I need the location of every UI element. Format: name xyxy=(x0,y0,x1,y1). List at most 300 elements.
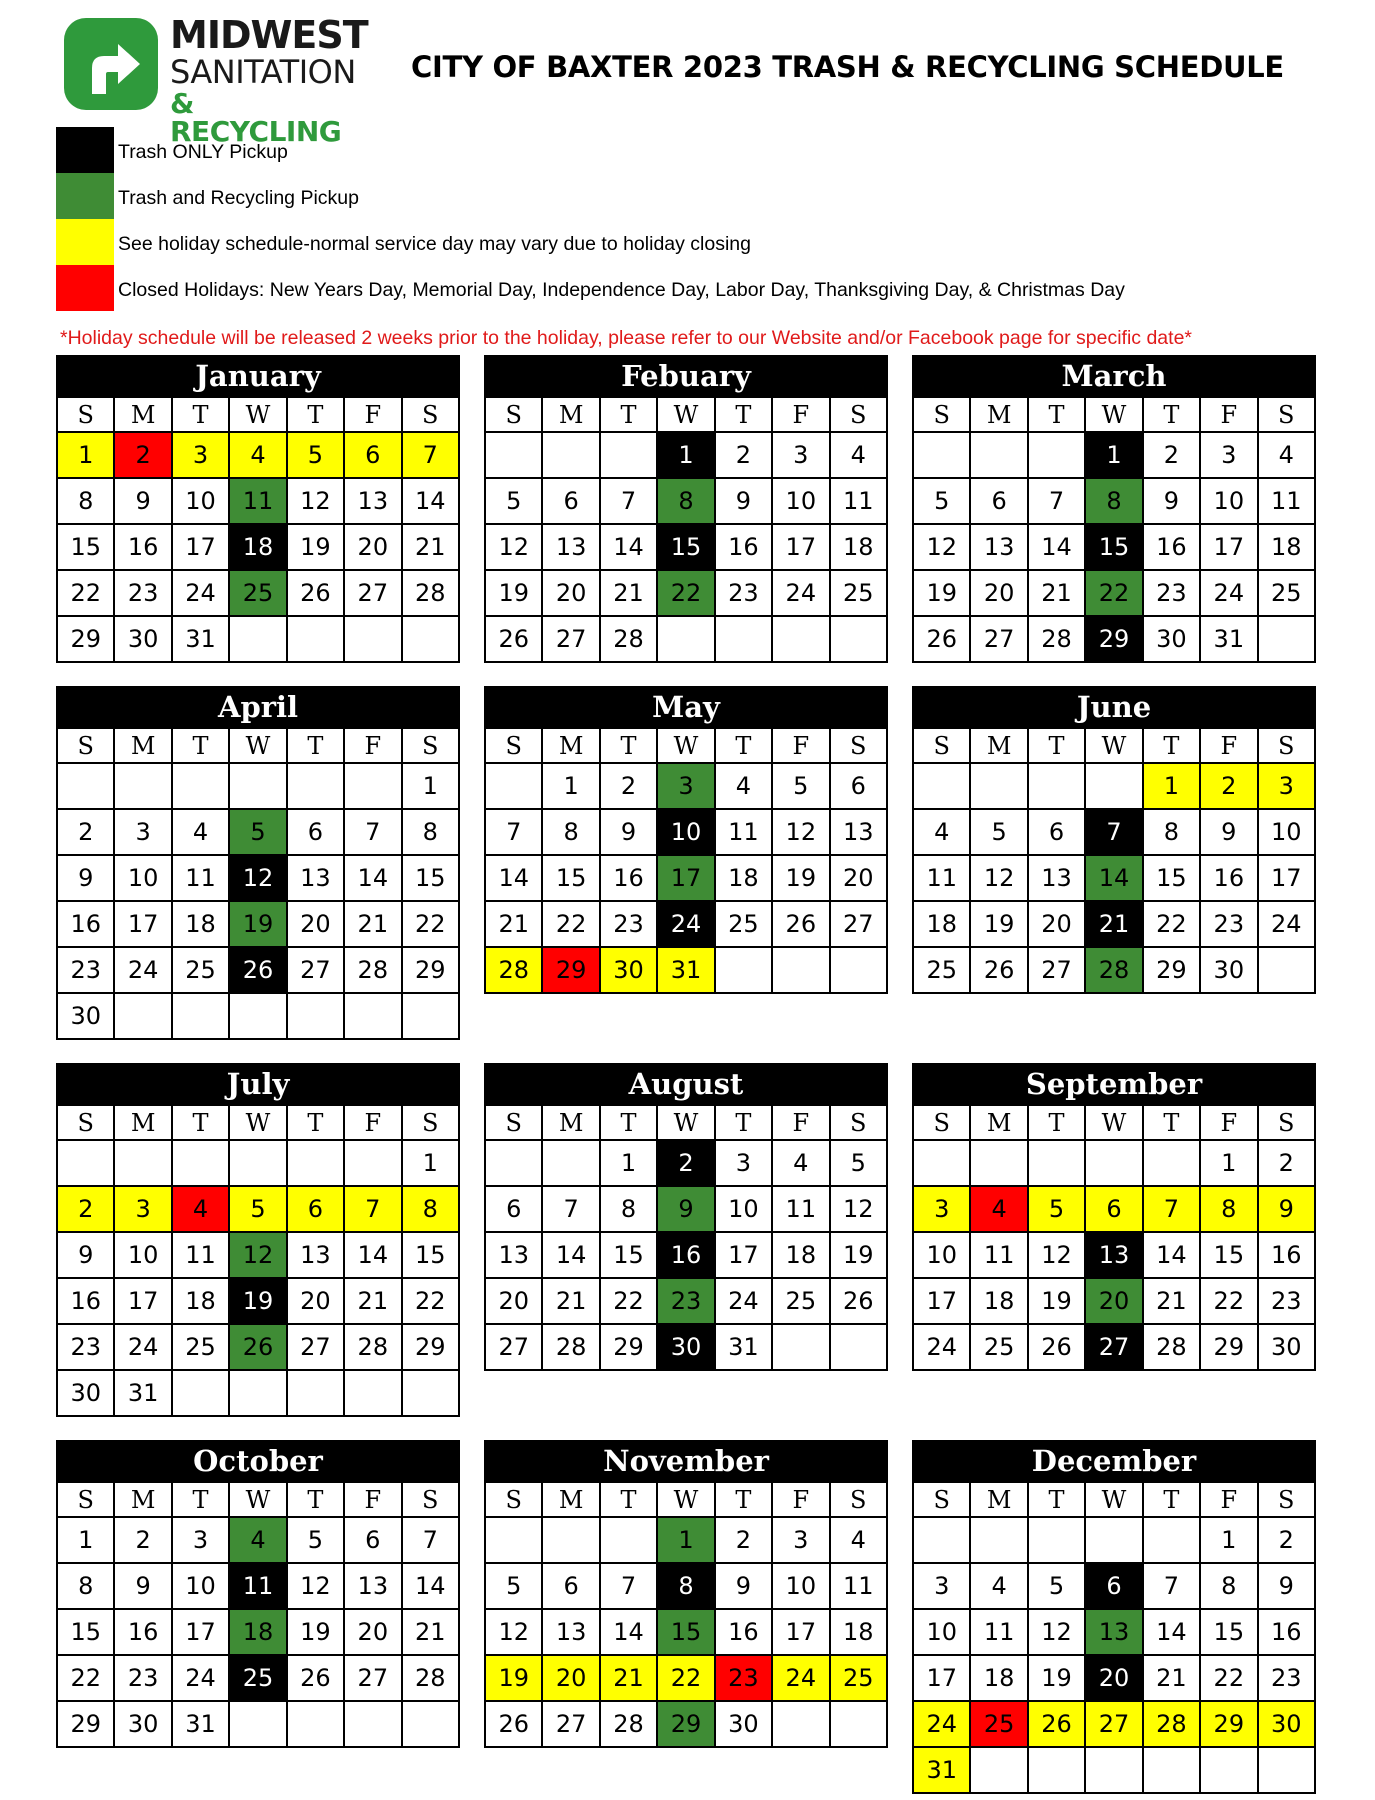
day-cell: 20 xyxy=(486,1279,543,1325)
week-row xyxy=(58,433,460,479)
empty-day-cell xyxy=(971,433,1028,479)
day-cell: 25 xyxy=(971,1325,1028,1371)
day-cell: 29 xyxy=(601,1325,658,1371)
day-cell: 18 xyxy=(1259,525,1316,571)
empty-day-cell xyxy=(1029,1748,1086,1794)
day-cell: 22 xyxy=(1201,1279,1258,1325)
empty-day-cell xyxy=(230,617,287,663)
day-cell: 7 xyxy=(1144,1187,1201,1233)
day-cell: 10 xyxy=(1201,479,1258,525)
day-cell: 21 xyxy=(345,1279,402,1325)
week-row xyxy=(914,764,1316,810)
day-cell: 23 xyxy=(658,1279,715,1325)
weekday-label: F xyxy=(345,1483,402,1518)
month-january xyxy=(56,355,460,663)
month-july xyxy=(56,1063,460,1417)
day-cell: 5 xyxy=(486,479,543,525)
empty-day-cell xyxy=(288,1141,345,1187)
day-cell: 18 xyxy=(831,525,888,571)
weekday-header xyxy=(486,1483,888,1518)
day-cell: 11 xyxy=(971,1610,1028,1656)
empty-day-cell xyxy=(486,1141,543,1187)
day-cell: 31 xyxy=(173,617,230,663)
day-cell: 26 xyxy=(914,617,971,663)
week-row xyxy=(58,1187,460,1233)
day-cell: 20 xyxy=(288,902,345,948)
week-row xyxy=(486,856,888,902)
day-cell: 7 xyxy=(403,433,460,479)
weekday-label: T xyxy=(1029,1483,1086,1518)
empty-day-cell xyxy=(403,1371,460,1417)
day-cell: 16 xyxy=(115,1610,172,1656)
empty-day-cell xyxy=(403,1702,460,1748)
day-cell: 24 xyxy=(658,902,715,948)
day-cell: 2 xyxy=(1144,433,1201,479)
day-cell: 22 xyxy=(1201,1656,1258,1702)
weekday-header xyxy=(914,398,1316,433)
day-cell: 5 xyxy=(1029,1564,1086,1610)
month-grid xyxy=(912,396,1316,663)
day-cell: 19 xyxy=(1029,1279,1086,1325)
day-cell: 11 xyxy=(914,856,971,902)
month-title: May xyxy=(484,686,888,727)
day-cell: 3 xyxy=(773,433,830,479)
weekday-label: T xyxy=(288,1483,345,1518)
weekday-label: F xyxy=(1201,398,1258,433)
day-cell: 16 xyxy=(716,525,773,571)
week-row xyxy=(58,1610,460,1656)
day-cell: 25 xyxy=(1259,571,1316,617)
month-title: August xyxy=(484,1063,888,1104)
day-cell: 8 xyxy=(543,810,600,856)
day-cell: 27 xyxy=(288,1325,345,1371)
week-row xyxy=(58,1141,460,1187)
empty-day-cell xyxy=(115,994,172,1040)
day-cell: 26 xyxy=(230,1325,287,1371)
weekday-label: S xyxy=(58,729,115,764)
weekday-label: W xyxy=(658,1483,715,1518)
week-row xyxy=(914,902,1316,948)
weekday-label: M xyxy=(543,1106,600,1141)
day-cell: 5 xyxy=(230,1187,287,1233)
weekday-label: W xyxy=(658,398,715,433)
month-may xyxy=(484,686,888,994)
month-title: December xyxy=(912,1440,1316,1481)
day-cell: 21 xyxy=(1144,1279,1201,1325)
weekday-label: T xyxy=(1029,398,1086,433)
day-cell: 14 xyxy=(601,1610,658,1656)
day-cell: 29 xyxy=(403,1325,460,1371)
day-cell: 9 xyxy=(658,1187,715,1233)
empty-day-cell xyxy=(543,1518,600,1564)
day-cell: 6 xyxy=(288,810,345,856)
day-cell: 21 xyxy=(601,571,658,617)
day-cell: 1 xyxy=(1144,764,1201,810)
empty-day-cell xyxy=(1029,433,1086,479)
empty-day-cell xyxy=(345,1702,402,1748)
day-cell: 9 xyxy=(1144,479,1201,525)
day-cell: 19 xyxy=(914,571,971,617)
day-cell: 22 xyxy=(1144,902,1201,948)
day-cell: 1 xyxy=(658,433,715,479)
weekday-label: T xyxy=(716,1106,773,1141)
empty-day-cell xyxy=(345,617,402,663)
empty-day-cell xyxy=(1086,1141,1143,1187)
day-cell: 11 xyxy=(716,810,773,856)
day-cell: 25 xyxy=(173,948,230,994)
day-cell: 28 xyxy=(1086,948,1143,994)
day-cell: 9 xyxy=(58,1233,115,1279)
day-cell: 28 xyxy=(403,571,460,617)
day-cell: 28 xyxy=(486,948,543,994)
day-cell: 21 xyxy=(1086,902,1143,948)
day-cell: 13 xyxy=(288,856,345,902)
day-cell: 21 xyxy=(601,1656,658,1702)
month-november xyxy=(484,1440,888,1748)
day-cell: 3 xyxy=(914,1564,971,1610)
day-cell: 8 xyxy=(1086,479,1143,525)
day-cell: 12 xyxy=(230,1233,287,1279)
day-cell: 6 xyxy=(971,479,1028,525)
weekday-label: T xyxy=(173,729,230,764)
day-cell: 30 xyxy=(115,1702,172,1748)
empty-day-cell xyxy=(1029,1518,1086,1564)
day-cell: 1 xyxy=(658,1518,715,1564)
day-cell: 15 xyxy=(403,856,460,902)
empty-day-cell xyxy=(773,617,830,663)
day-cell: 14 xyxy=(403,1564,460,1610)
weekday-label: M xyxy=(971,398,1028,433)
empty-day-cell xyxy=(831,1702,888,1748)
week-row xyxy=(58,1371,460,1417)
day-cell: 5 xyxy=(831,1141,888,1187)
day-cell: 6 xyxy=(1086,1564,1143,1610)
day-cell: 6 xyxy=(543,1564,600,1610)
weekday-label: T xyxy=(1144,1106,1201,1141)
day-cell: 12 xyxy=(288,1564,345,1610)
day-cell: 27 xyxy=(1086,1702,1143,1748)
week-row xyxy=(486,1187,888,1233)
month-title: November xyxy=(484,1440,888,1481)
day-cell: 6 xyxy=(288,1187,345,1233)
day-cell: 15 xyxy=(403,1233,460,1279)
day-cell: 26 xyxy=(971,948,1028,994)
weekday-label: F xyxy=(1201,729,1258,764)
day-cell: 26 xyxy=(486,617,543,663)
day-cell: 11 xyxy=(173,1233,230,1279)
day-cell: 5 xyxy=(773,764,830,810)
day-cell: 17 xyxy=(1259,856,1316,902)
day-cell: 19 xyxy=(230,1279,287,1325)
week-row xyxy=(486,1610,888,1656)
week-row xyxy=(58,1325,460,1371)
weekday-label: M xyxy=(543,398,600,433)
empty-day-cell xyxy=(1259,1748,1316,1794)
weekday-header xyxy=(58,1106,460,1141)
day-cell: 10 xyxy=(658,810,715,856)
legend-label: Trash ONLY Pickup xyxy=(118,141,288,163)
day-cell: 9 xyxy=(115,479,172,525)
day-cell: 14 xyxy=(345,856,402,902)
day-cell: 25 xyxy=(831,571,888,617)
day-cell: 6 xyxy=(486,1187,543,1233)
day-cell: 24 xyxy=(1259,902,1316,948)
day-cell: 10 xyxy=(716,1187,773,1233)
month-title: July xyxy=(56,1063,460,1104)
day-cell: 13 xyxy=(345,1564,402,1610)
day-cell: 11 xyxy=(831,1564,888,1610)
day-cell: 16 xyxy=(1201,856,1258,902)
week-row xyxy=(58,948,460,994)
day-cell: 5 xyxy=(1029,1187,1086,1233)
empty-day-cell xyxy=(716,948,773,994)
month-april xyxy=(56,686,460,1040)
month-grid xyxy=(56,1104,460,1417)
weekday-label: T xyxy=(716,398,773,433)
day-cell: 30 xyxy=(601,948,658,994)
day-cell: 30 xyxy=(58,1371,115,1417)
empty-day-cell xyxy=(115,764,172,810)
month-title: March xyxy=(912,355,1316,396)
day-cell: 9 xyxy=(1201,810,1258,856)
day-cell: 25 xyxy=(831,1656,888,1702)
weekday-label: S xyxy=(1259,398,1316,433)
day-cell: 7 xyxy=(601,1564,658,1610)
day-cell: 25 xyxy=(230,1656,287,1702)
empty-day-cell xyxy=(1086,1748,1143,1794)
weekday-label: W xyxy=(658,729,715,764)
empty-day-cell xyxy=(288,617,345,663)
day-cell: 13 xyxy=(543,525,600,571)
day-cell: 3 xyxy=(173,433,230,479)
day-cell: 20 xyxy=(971,571,1028,617)
day-cell: 30 xyxy=(115,617,172,663)
day-cell: 13 xyxy=(1029,856,1086,902)
day-cell: 22 xyxy=(58,1656,115,1702)
empty-day-cell xyxy=(115,1141,172,1187)
day-cell: 23 xyxy=(1259,1279,1316,1325)
weekday-label: S xyxy=(914,729,971,764)
weekday-label: S xyxy=(831,398,888,433)
day-cell: 26 xyxy=(1029,1325,1086,1371)
week-row xyxy=(486,902,888,948)
empty-day-cell xyxy=(288,1702,345,1748)
week-row xyxy=(486,1702,888,1748)
day-cell: 2 xyxy=(1259,1518,1316,1564)
day-cell: 16 xyxy=(1259,1233,1316,1279)
weekday-label: W xyxy=(230,398,287,433)
empty-day-cell xyxy=(1086,1518,1143,1564)
day-cell: 30 xyxy=(58,994,115,1040)
day-cell: 30 xyxy=(1144,617,1201,663)
month-grid xyxy=(56,1481,460,1748)
weekday-label: S xyxy=(403,1483,460,1518)
weekday-header xyxy=(58,729,460,764)
day-cell: 11 xyxy=(773,1187,830,1233)
day-cell: 4 xyxy=(831,1518,888,1564)
day-cell: 28 xyxy=(345,1325,402,1371)
month-febuary xyxy=(484,355,888,663)
month-grid xyxy=(56,727,460,1040)
weekday-label: T xyxy=(288,1106,345,1141)
day-cell: 28 xyxy=(601,1702,658,1748)
empty-day-cell xyxy=(345,1141,402,1187)
week-row xyxy=(914,1233,1316,1279)
empty-day-cell xyxy=(971,764,1028,810)
day-cell: 6 xyxy=(345,433,402,479)
empty-day-cell xyxy=(173,1371,230,1417)
week-row xyxy=(58,525,460,571)
weekday-label: M xyxy=(543,729,600,764)
week-row xyxy=(486,617,888,663)
month-grid xyxy=(912,1481,1316,1794)
day-cell: 2 xyxy=(58,810,115,856)
month-august xyxy=(484,1063,888,1371)
day-cell: 5 xyxy=(914,479,971,525)
day-cell: 20 xyxy=(345,1610,402,1656)
day-cell: 23 xyxy=(58,948,115,994)
day-cell: 11 xyxy=(971,1233,1028,1279)
day-cell: 25 xyxy=(173,1325,230,1371)
day-cell: 24 xyxy=(716,1279,773,1325)
day-cell: 18 xyxy=(230,525,287,571)
day-cell: 2 xyxy=(58,1187,115,1233)
weekday-label: W xyxy=(658,1106,715,1141)
day-cell: 27 xyxy=(971,617,1028,663)
day-cell: 6 xyxy=(345,1518,402,1564)
month-grid xyxy=(912,727,1316,994)
weekday-header xyxy=(486,729,888,764)
weekday-label: W xyxy=(1086,729,1143,764)
day-cell: 12 xyxy=(1029,1233,1086,1279)
day-cell: 3 xyxy=(173,1518,230,1564)
logo-line-2: SANITATION xyxy=(170,53,356,91)
weekday-header xyxy=(486,398,888,433)
weekday-label: T xyxy=(601,398,658,433)
day-cell: 26 xyxy=(288,571,345,617)
day-cell: 4 xyxy=(230,433,287,479)
day-cell: 4 xyxy=(971,1187,1028,1233)
weekday-label: W xyxy=(230,1483,287,1518)
weekday-label: T xyxy=(1029,1106,1086,1141)
day-cell: 4 xyxy=(716,764,773,810)
week-row xyxy=(914,571,1316,617)
empty-day-cell xyxy=(345,1371,402,1417)
day-cell: 14 xyxy=(1144,1610,1201,1656)
weekday-label: M xyxy=(115,398,172,433)
day-cell: 26 xyxy=(288,1656,345,1702)
week-row xyxy=(58,902,460,948)
weekday-label: S xyxy=(58,398,115,433)
holiday-note: *Holiday schedule will be released 2 weeks prior to the holiday, please refer to our Website and/or Facebook page for specific date* xyxy=(60,327,1192,349)
week-row xyxy=(914,856,1316,902)
weekday-label: S xyxy=(914,1106,971,1141)
day-cell: 20 xyxy=(345,525,402,571)
day-cell: 27 xyxy=(543,1702,600,1748)
day-cell: 19 xyxy=(288,525,345,571)
empty-day-cell xyxy=(58,764,115,810)
weekday-label: S xyxy=(1259,729,1316,764)
empty-day-cell xyxy=(716,617,773,663)
day-cell: 8 xyxy=(58,1564,115,1610)
day-cell: 17 xyxy=(716,1233,773,1279)
day-cell: 25 xyxy=(971,1702,1028,1748)
empty-day-cell xyxy=(173,994,230,1040)
logo-line-1: MIDWEST xyxy=(170,13,368,57)
day-cell: 27 xyxy=(831,902,888,948)
day-cell: 19 xyxy=(288,1610,345,1656)
weekday-label: W xyxy=(230,729,287,764)
day-cell: 20 xyxy=(1086,1656,1143,1702)
month-title: Febuary xyxy=(484,355,888,396)
day-cell: 23 xyxy=(1201,902,1258,948)
day-cell: 18 xyxy=(716,856,773,902)
month-title: October xyxy=(56,1440,460,1481)
empty-day-cell xyxy=(831,617,888,663)
weekday-label: T xyxy=(288,398,345,433)
week-row xyxy=(58,571,460,617)
weekday-header xyxy=(486,1106,888,1141)
day-cell: 3 xyxy=(115,810,172,856)
weekday-label: T xyxy=(716,1483,773,1518)
day-cell: 13 xyxy=(1086,1233,1143,1279)
empty-day-cell xyxy=(831,1325,888,1371)
day-cell: 10 xyxy=(173,479,230,525)
month-title: September xyxy=(912,1063,1316,1104)
day-cell: 23 xyxy=(601,902,658,948)
empty-day-cell xyxy=(1201,1748,1258,1794)
weekday-header xyxy=(914,1483,1316,1518)
day-cell: 1 xyxy=(403,764,460,810)
day-cell: 18 xyxy=(971,1656,1028,1702)
day-cell: 14 xyxy=(403,479,460,525)
week-row xyxy=(58,1564,460,1610)
day-cell: 17 xyxy=(773,525,830,571)
day-cell: 17 xyxy=(1201,525,1258,571)
empty-day-cell xyxy=(1144,1141,1201,1187)
week-row xyxy=(58,479,460,525)
weekday-label: S xyxy=(914,1483,971,1518)
day-cell: 16 xyxy=(1144,525,1201,571)
weekday-label: T xyxy=(288,729,345,764)
week-row xyxy=(914,525,1316,571)
day-cell: 17 xyxy=(173,525,230,571)
day-cell: 11 xyxy=(831,479,888,525)
day-cell: 8 xyxy=(1201,1187,1258,1233)
day-cell: 2 xyxy=(115,1518,172,1564)
day-cell: 23 xyxy=(115,1656,172,1702)
day-cell: 4 xyxy=(1259,433,1316,479)
day-cell: 12 xyxy=(831,1187,888,1233)
week-row xyxy=(486,810,888,856)
empty-day-cell xyxy=(173,764,230,810)
weekday-label: M xyxy=(971,1106,1028,1141)
empty-day-cell xyxy=(773,1702,830,1748)
legend-swatch xyxy=(56,127,114,173)
day-cell: 14 xyxy=(486,856,543,902)
day-cell: 12 xyxy=(971,856,1028,902)
day-cell: 14 xyxy=(543,1233,600,1279)
weekday-label: S xyxy=(58,1106,115,1141)
day-cell: 27 xyxy=(1086,1325,1143,1371)
empty-day-cell xyxy=(1259,617,1316,663)
weekday-label: T xyxy=(1029,729,1086,764)
week-row xyxy=(58,764,460,810)
day-cell: 26 xyxy=(230,948,287,994)
month-grid xyxy=(484,727,888,994)
day-cell: 8 xyxy=(403,810,460,856)
day-cell: 4 xyxy=(971,1564,1028,1610)
